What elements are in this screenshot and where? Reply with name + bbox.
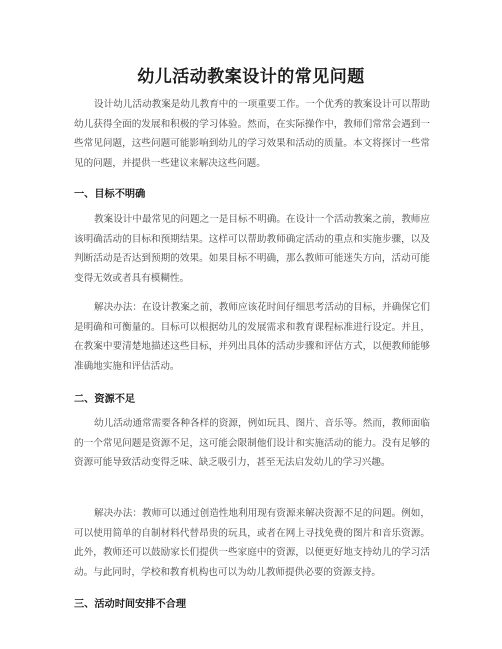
section-heading-2: 二、资源不足 — [74, 394, 136, 405]
section-2-paragraph-2: 解决办法：教师可以通过创造性地利用现有资源来解决资源不足的问题。例如，可以使用简单的自制材料代替昂贵的玩具，或者在网上寻找免费的图片和音乐资源。此外，教师还可以鼓励家长们提供一些家庭中的资源，以便更好地支持幼儿的学习活动。与此同时，学校和教育机构也可以为幼儿教师提供必要的资源支持。 — [74, 508, 430, 578]
section-heading-3: 三、活动时间安排不合理 — [74, 599, 187, 610]
intro-paragraph: 设计幼儿活动教案是幼儿教育中的一项重要工作。一个优秀的教案设计可以帮助幼儿获得全面的发展和积极的学习体验。然而，在实际操作中，教师们常常会遇到一些常见问题，这些问题可能影响到幼儿的学习效果和活动的质量。本文将探讨一些常见的问题，并提供一些建议来解决这些问题。 — [74, 99, 430, 169]
section-2-paragraph-1: 幼儿活动通常需要各种各样的资源，例如玩具、图片、音乐等。然而，教师面临的一个常见问题是资源不足，这可能会限制他们设计和实施活动的能力。没有足够的资源可能导致活动变得乏味、缺乏吸引力，甚至无法启发幼儿的学习兴趣。 — [74, 418, 430, 469]
section-1-paragraph-1: 教案设计中最常见的问题之一是目标不明确。在设计一个活动教案之前，教师应该明确活动的目标和预期结果。这样可以帮助教师确定活动的重点和实施步骤，以及判断活动是否达到预期的效果。如果目标不明确，那么教师可能迷失方向，活动可能变得无效或者具有模糊性。 — [74, 214, 430, 284]
section-heading-1: 一、目标不明确 — [74, 189, 146, 200]
section-1-paragraph-2: 解决办法：在设计教案之前，教师应该花时间仔细思考活动的目标，并确保它们是明确和可衡量的。目标可以根据幼儿的发展需求和教育课程标准进行设定。并且，在教案中要清楚地描述这些目标，并列出具体的活动步骤和评估方式，以便教师能够准确地实施和评估活动。 — [74, 302, 430, 372]
page-title: 幼儿活动教案设计的常见问题 — [137, 67, 365, 87]
